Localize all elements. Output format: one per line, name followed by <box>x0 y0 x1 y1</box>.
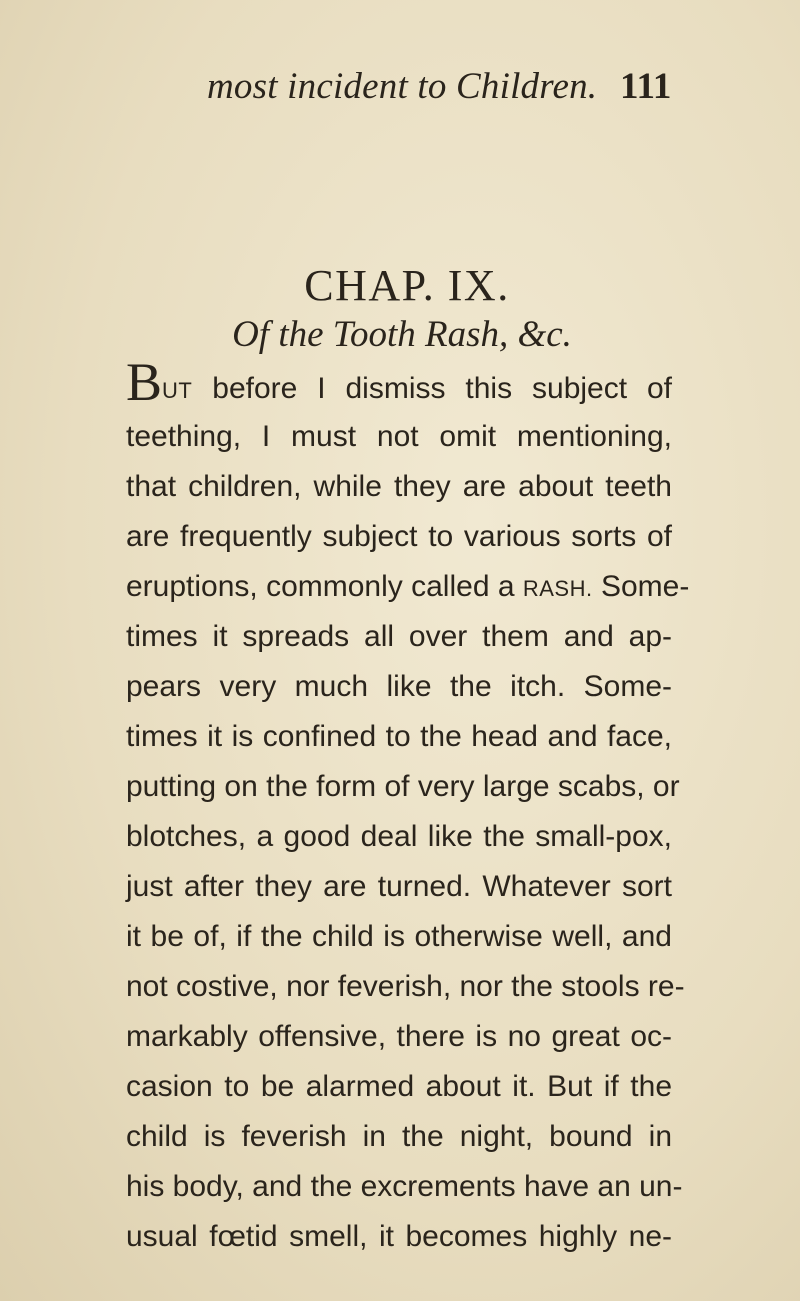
text-line-5-start: eruptions, commonly called a <box>126 570 523 603</box>
text-line-16: child is feverish in the night, bound in <box>126 1120 672 1153</box>
text-line-12: it be of, if the child is otherwise well, and <box>126 920 672 953</box>
chapter-heading: CHAP. IX. <box>304 261 510 310</box>
text-line-3: that children, while they are about teeth <box>126 470 672 503</box>
text-line-4: are frequently subject to various sorts of <box>126 520 672 553</box>
text-line-1 <box>126 352 672 412</box>
rash-smallcaps: RASH. <box>522 576 593 601</box>
text-line-6: times it spreads all over them and ap- <box>126 620 672 653</box>
text-line-11: just after they are turned. Whatever sort <box>126 870 672 903</box>
running-title: most incident to Children. <box>207 66 598 107</box>
text-line-17: his body, and the excrements have an un- <box>126 1170 683 1203</box>
first-word-rest: UT <box>162 378 193 403</box>
text-line-10: blotches, a good deal like the small-pox, <box>126 820 672 853</box>
body-text <box>126 352 690 1262</box>
text-line-5 <box>126 562 690 612</box>
text-line-14: markably offensive, there is no great oc- <box>126 1020 672 1053</box>
chapter-subtitle: Of the Tooth Rash, &c. <box>232 314 572 355</box>
text-line-15: casion to be alarmed about it. But if the <box>126 1070 672 1103</box>
text-line-5-end: Some- <box>592 570 690 603</box>
text-line-18: usual fœtid smell, it becomes highly ne- <box>126 1220 672 1253</box>
text-line-7: pears very much like the itch. Some- <box>126 670 672 703</box>
text-line-9: putting on the form of very large scabs, or <box>126 770 680 803</box>
text-line-13: not costive, nor feverish, nor the stools re- <box>126 970 685 1003</box>
text-line-1-rest: before I dismiss this subject of <box>192 372 672 405</box>
page-number: 111 <box>620 66 672 107</box>
text-line-8: times it is confined to the head and face, <box>126 720 672 753</box>
running-head <box>0 62 800 112</box>
text-line-2: teething, I must not omit mentioning, <box>126 420 672 453</box>
drop-cap: B <box>126 352 163 412</box>
